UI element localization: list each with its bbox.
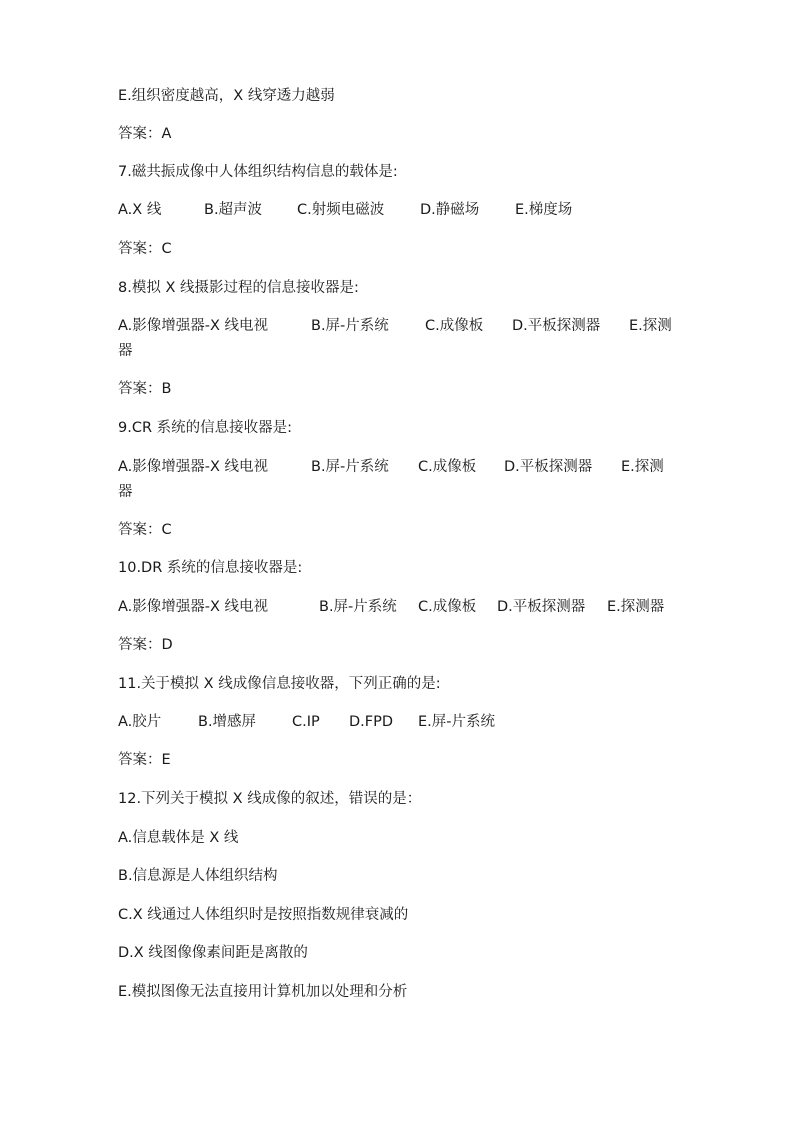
q12-option-a: A.信息载体是 X 线: [118, 830, 239, 846]
q9-answer: 答案：C: [118, 522, 172, 538]
q11-question: 11.关于模拟 X 线成像信息接收器，下列正确的是:: [118, 676, 441, 692]
q10-question: 10.DR 系统的信息接收器是:: [118, 560, 303, 576]
q9-option-wrap: 器: [118, 484, 133, 500]
q12-question: 12.下列关于模拟 X 线成像的叙述，错误的是：: [118, 791, 422, 807]
q6-option-e: E.组织密度越高，X 线穿透力越弱: [118, 88, 335, 104]
q10-answer: 答案：D: [118, 637, 173, 653]
q11-option-c: C.IP: [292, 714, 320, 730]
q10-option-d: D.平板探测器: [497, 599, 586, 615]
q11-option-b: B.增感屏: [198, 714, 257, 730]
q10-option-b: B.屏-片系统: [319, 599, 397, 615]
q7-option-a: A.X 线: [118, 202, 162, 218]
q11-option-a: A.胶片: [118, 714, 162, 730]
q8-question: 8.模拟 X 线摄影过程的信息接收器是:: [118, 280, 359, 296]
q12-option-d: D.X 线图像像素间距是离散的: [118, 945, 308, 961]
q9-option-b: B.屏-片系统: [311, 459, 389, 475]
q12-option-b: B.信息源是人体组织结构: [118, 868, 278, 884]
q8-option-a: A.影像增强器-X 线电视: [118, 318, 269, 334]
q11-option-d: D.FPD: [349, 714, 394, 730]
q12-option-c: C.X 线通过人体组织时是按照指数规律衰减的: [118, 907, 409, 923]
q8-option-e: E.探测: [629, 318, 672, 334]
q7-option-d: D.静磁场: [420, 202, 480, 218]
q11-answer: 答案：E: [118, 752, 171, 768]
q9-option-a: A.影像增强器-X 线电视: [118, 459, 269, 475]
q9-option-e: E.探测: [621, 459, 664, 475]
q8-answer: 答案：B: [118, 381, 172, 397]
q7-option-e: E.梯度场: [515, 202, 573, 218]
q12-option-e: E.模拟图像无法直接用计算机加以处理和分析: [118, 984, 408, 1000]
q8-option-b: B.屏-片系统: [311, 318, 389, 334]
q8-option-c: C.成像板: [425, 318, 484, 334]
q10-option-e: E.探测器: [607, 599, 665, 615]
q9-question: 9.CR 系统的信息接收器是:: [118, 420, 293, 436]
q8-option-d: D.平板探测器: [512, 318, 601, 334]
q9-option-c: C.成像板: [418, 459, 477, 475]
q7-option-b: B.超声波: [204, 202, 263, 218]
q11-option-e: E.屏-片系统: [418, 714, 496, 730]
q8-option-wrap: 器: [118, 343, 133, 359]
q10-option-a: A.影像增强器-X 线电视: [118, 599, 269, 615]
q7-option-c: C.射频电磁波: [297, 202, 385, 218]
q6-answer: 答案：A: [118, 126, 172, 142]
q9-option-d: D.平板探测器: [504, 459, 593, 475]
q7-answer: 答案：C: [118, 241, 172, 257]
q10-option-c: C.成像板: [418, 599, 477, 615]
q7-question: 7.磁共振成像中人体组织结构信息的载体是:: [118, 164, 398, 180]
